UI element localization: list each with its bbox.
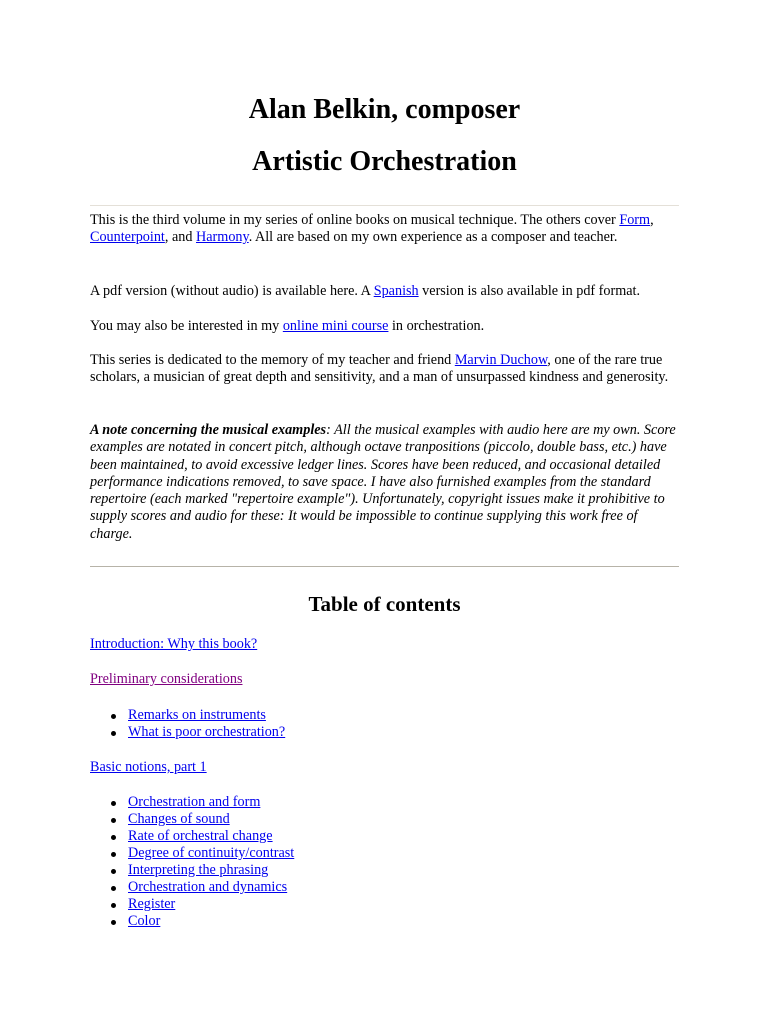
harmony-link[interactable]: Harmony (196, 229, 249, 246)
basic-notions-list (108, 794, 294, 930)
mini-course-paragraph: You may also be interested in my online mini course in orchestration. (90, 318, 485, 334)
toc-item-link[interactable]: Color (128, 913, 161, 929)
bullet-icon (111, 852, 116, 857)
toc-item-link[interactable]: Register (128, 896, 176, 912)
toc-item-link[interactable]: Degree of continuity/contrast (128, 845, 295, 861)
preliminary-list (108, 707, 285, 741)
list-item (108, 845, 294, 862)
list-item (108, 794, 294, 811)
spanish-link[interactable]: Spanish (373, 283, 419, 299)
toc-introduction-link[interactable]: Introduction: Why this book? (90, 636, 258, 652)
toc-item-link[interactable]: Interpreting the phrasing (128, 862, 269, 878)
list-item (108, 828, 294, 845)
toc-basic-notions-link[interactable]: Basic notions, part 1 (90, 759, 207, 775)
bullet-icon (111, 920, 116, 925)
divider-top (90, 205, 679, 206)
list-item (108, 896, 294, 913)
form-link[interactable]: Form (619, 212, 651, 228)
dedication-paragraph: This series is dedicated to the memory of my teacher and friend Marvin Duchow, one of the rare true scholars, a musician of great depth and sensitivity, and a man of unsurpassed kindness and generosity. (90, 352, 669, 386)
bullet-icon (111, 835, 116, 840)
bullet-icon (111, 731, 116, 736)
list-item (108, 913, 294, 930)
divider-main (90, 566, 679, 567)
list-item (108, 724, 285, 741)
bullet-icon (111, 818, 116, 823)
marvin-duchow-link[interactable]: Marvin Duchow (454, 352, 548, 368)
note-paragraph: A note concerning the musical examples: All the musical examples with audio here are my own. Score examples are notated in concert pitch, although octave tranpositions (piccolo, double bass, etc.) have been maintained, to avoid excessive ledger lines. Scores have been reduced, and occasional detailed performance indications removed, to save space. I have also furnished examples from the standard repertoire (each marked "repertoire example"). Unfortunately, copyright issues make it prohibitive to supply scores and audio for these: It would be impossible to continue supplying this work free of charge. (90, 422, 676, 542)
toc-item-link[interactable]: Changes of sound (128, 811, 230, 827)
toc-item-link[interactable]: Remarks on instruments (128, 707, 266, 723)
pdf-paragraph: A pdf version (without audio) is available here. A Spanish version is also available in pdf format. (90, 283, 641, 299)
toc-item-link[interactable]: What is poor orchestration? (128, 724, 286, 740)
toc-preliminary-link[interactable]: Preliminary considerations (90, 671, 243, 687)
bullet-icon (111, 869, 116, 874)
page-subtitle: Artistic Orchestration (252, 146, 517, 177)
note-heading: A note concerning the musical examples (90, 422, 327, 438)
bullet-icon (111, 714, 116, 719)
toc-item-link[interactable]: Orchestration and dynamics (128, 879, 288, 895)
list-item (108, 879, 294, 896)
toc-item-link[interactable]: Orchestration and form (128, 794, 261, 810)
list-item (108, 862, 294, 879)
list-item (108, 707, 285, 724)
bullet-icon (111, 903, 116, 908)
bullet-icon (111, 801, 116, 806)
mini-course-link[interactable]: online mini course (282, 318, 389, 334)
bullet-icon (111, 886, 116, 891)
intro-paragraph: This is the third volume in my series of online books on musical technique. The others cover Form, Counterpoint, and Harmony. All are based on my own experience as a composer and teacher. (90, 212, 654, 246)
toc-heading: Table of contents (308, 592, 461, 616)
page-title: Alan Belkin, composer (248, 94, 521, 125)
counterpoint-link[interactable]: Counterpoint (90, 229, 165, 246)
list-item (108, 811, 294, 828)
toc-item-link[interactable]: Rate of orchestral change (128, 828, 273, 844)
